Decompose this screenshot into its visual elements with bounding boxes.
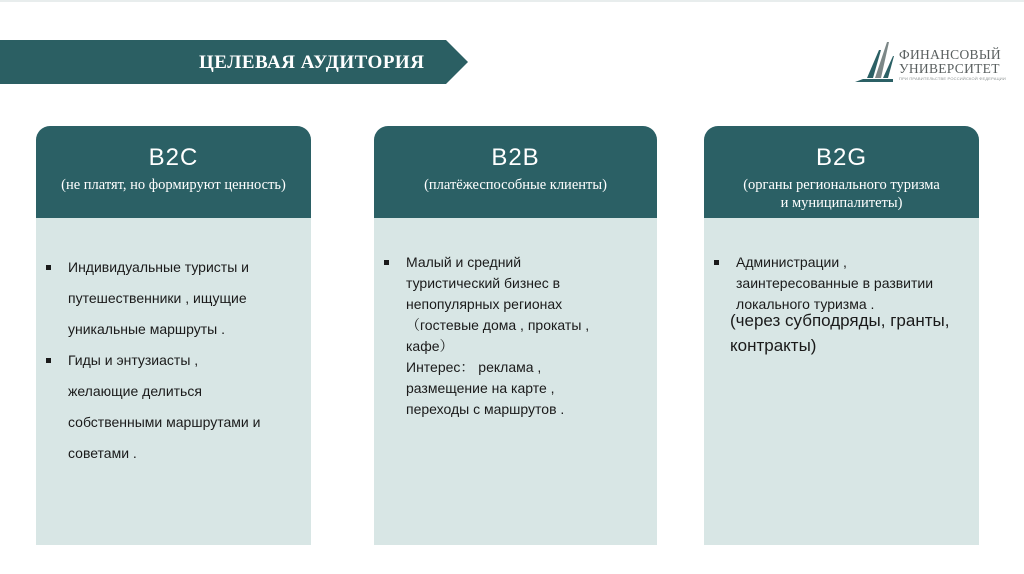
card-code: B2B — [491, 144, 540, 171]
bullet-list — [384, 252, 651, 420]
text-line: советами . — [68, 445, 137, 461]
card-body — [374, 218, 657, 545]
top-divider — [0, 0, 1024, 2]
card-header — [704, 126, 979, 218]
text-line: уникальные маршруты . — [68, 321, 226, 337]
card-subtitle: (не платят, но формируют ценность) — [61, 177, 286, 193]
subtitle-line: (органы регионального туризма — [743, 177, 940, 193]
card-body — [36, 218, 311, 545]
page-title: ЦЕЛЕВАЯ АУДИТОРИЯ — [199, 52, 425, 73]
text-line: Интерес： реклама , — [406, 359, 542, 375]
list-item — [46, 252, 305, 345]
card-header — [36, 126, 311, 218]
text-line: размещение на карте , — [406, 380, 555, 396]
text-line: контракты) — [730, 336, 817, 355]
card-subtitle — [710, 176, 973, 212]
text-line: кафе） — [406, 338, 454, 354]
card-b2c — [36, 126, 311, 545]
text-line: （гостевые дома , прокаты , — [406, 317, 590, 333]
card-code: B2G — [815, 144, 868, 171]
list-item — [46, 345, 305, 469]
card-b2g — [704, 126, 979, 545]
funding-note — [730, 308, 975, 358]
text-line: собственными маршрутами и — [68, 414, 261, 430]
card-header — [374, 126, 657, 218]
bullet-list — [714, 252, 973, 315]
text-line: заинтересованные в развитии — [736, 275, 934, 291]
card-b2b — [374, 126, 657, 545]
text-line: Администрации , — [736, 254, 847, 270]
card-code: B2C — [148, 144, 199, 171]
text-line: непопулярных регионах — [406, 296, 563, 312]
logo-text-line1: ФИНАНСОВЫЙ — [899, 47, 1001, 62]
text-line: туристический бизнес в — [406, 275, 561, 291]
subtitle-line: и муниципалитеты) — [780, 195, 903, 211]
logo-text-line3: ПРИ ПРАВИТЕЛЬСТВЕ РОССИЙСКОЙ ФЕДЕРАЦИИ — [899, 76, 1006, 81]
logo-emblem-icon — [853, 38, 899, 84]
card-body — [704, 218, 979, 545]
text-line: переходы с маршрутов . — [406, 401, 565, 417]
bullet-list — [46, 252, 305, 469]
text-line: (через субподряды, гранты, — [730, 311, 950, 330]
text-line: желающие делиться — [68, 383, 202, 399]
text-line: путешественники , ищущие — [68, 290, 247, 306]
list-item — [714, 252, 973, 315]
university-logo — [853, 38, 1006, 84]
text-line: Индивидуальные туристы и — [68, 259, 249, 275]
text-line: Гиды и энтузиасты , — [68, 352, 199, 368]
logo-text-line2: УНИВЕРСИТЕТ — [899, 61, 1000, 76]
text-line: Малый и средний — [406, 254, 522, 270]
card-subtitle: (платёжеспособные клиенты) — [424, 177, 607, 193]
list-item — [384, 252, 651, 420]
text-line: локального туризма . — [736, 296, 875, 312]
